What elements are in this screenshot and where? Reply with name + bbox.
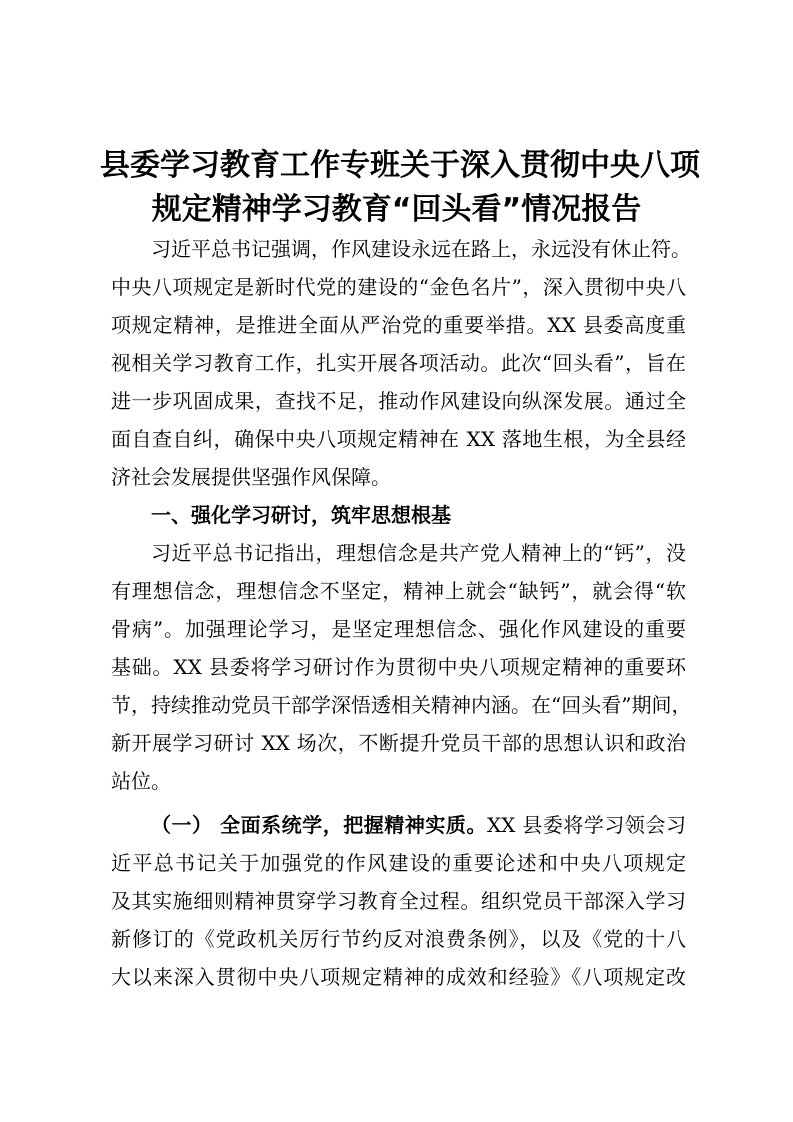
section-1-line: 站位。 <box>111 769 171 793</box>
section-1-line: 骨病”。加强理论学习，是坚定理想信念、强化作风建设的重要 <box>111 617 686 641</box>
subsection-1-line: 新修订的《党政机关厉行节约反对浪费条例》，以及《党的十八 <box>111 927 686 951</box>
subsection-1-line: 及其实施细则精神贯穿学习教育全过程。组织党员干部深入学习 <box>111 889 686 913</box>
document-title-line-2: 规定精神学习教育“回头看”情况报告 <box>151 192 642 227</box>
intro-line: 视相关学习教育工作，扎实开展各项活动。此次“回头看”，旨在 <box>111 351 686 375</box>
section-1-line: 习近平总书记指出，理想信念是共产党人精神上的“钙”，没 <box>151 541 686 565</box>
intro-paragraph <box>111 230 691 496</box>
document-body <box>111 230 692 996</box>
subsection-1-lead: （一） 全面系统学，把握精神实质。 <box>151 813 487 837</box>
section-1-line: 有理想信念，理想信念不坚定，精神上就会“缺钙”，就会得“软 <box>111 579 686 603</box>
section-1-line: 新开展学习研讨 XX 场次，不断提升党员干部的思想认识和政治 <box>111 731 686 755</box>
subsection-1-paragraph <box>111 806 686 996</box>
intro-line: 面自查自纠，确保中央八项规定精神在 XX 落地生根，为全县经 <box>111 427 686 451</box>
section-1-line: 节，持续推动党员干部学深悟透相关精神内涵。在“回头看”期间， <box>111 693 692 717</box>
subsection-1-line: 近平总书记关于加强党的作风建设的重要论述和中央八项规定 <box>111 851 686 875</box>
intro-line: 项规定精神，是推进全面从严治党的重要举措。XX 县委高度重 <box>111 313 686 337</box>
section-1-paragraph <box>111 534 692 800</box>
intro-line: 中央八项规定是新时代党的建设的“金色名片”，深入贯彻中央八 <box>111 275 686 299</box>
intro-line: 济社会发展提供坚强作风保障。 <box>111 465 391 489</box>
section-1-heading: 一、强化学习研讨，筑牢思想根基 <box>151 503 451 527</box>
document-title-line-1: 县委学习教育工作专班关于深入贯彻中央八项 <box>100 148 700 183</box>
intro-line: 习近平总书记强调，作风建设永远在路上，永远没有休止符。 <box>151 237 691 261</box>
section-1-line: 基础。XX 县委将学习研讨作为贯彻中央八项规定精神的重要环 <box>111 655 686 679</box>
subsection-1-first-rest: XX 县委将学习领会习 <box>486 813 686 837</box>
subsection-1-line: 大以来深入贯彻中央八项规定精神的成效和经验》《八项规定改 <box>111 965 686 989</box>
subsection-1-first-line <box>111 806 686 844</box>
intro-line: 进一步巩固成果，查找不足，推动作风建设向纵深发展。通过全 <box>111 389 686 413</box>
